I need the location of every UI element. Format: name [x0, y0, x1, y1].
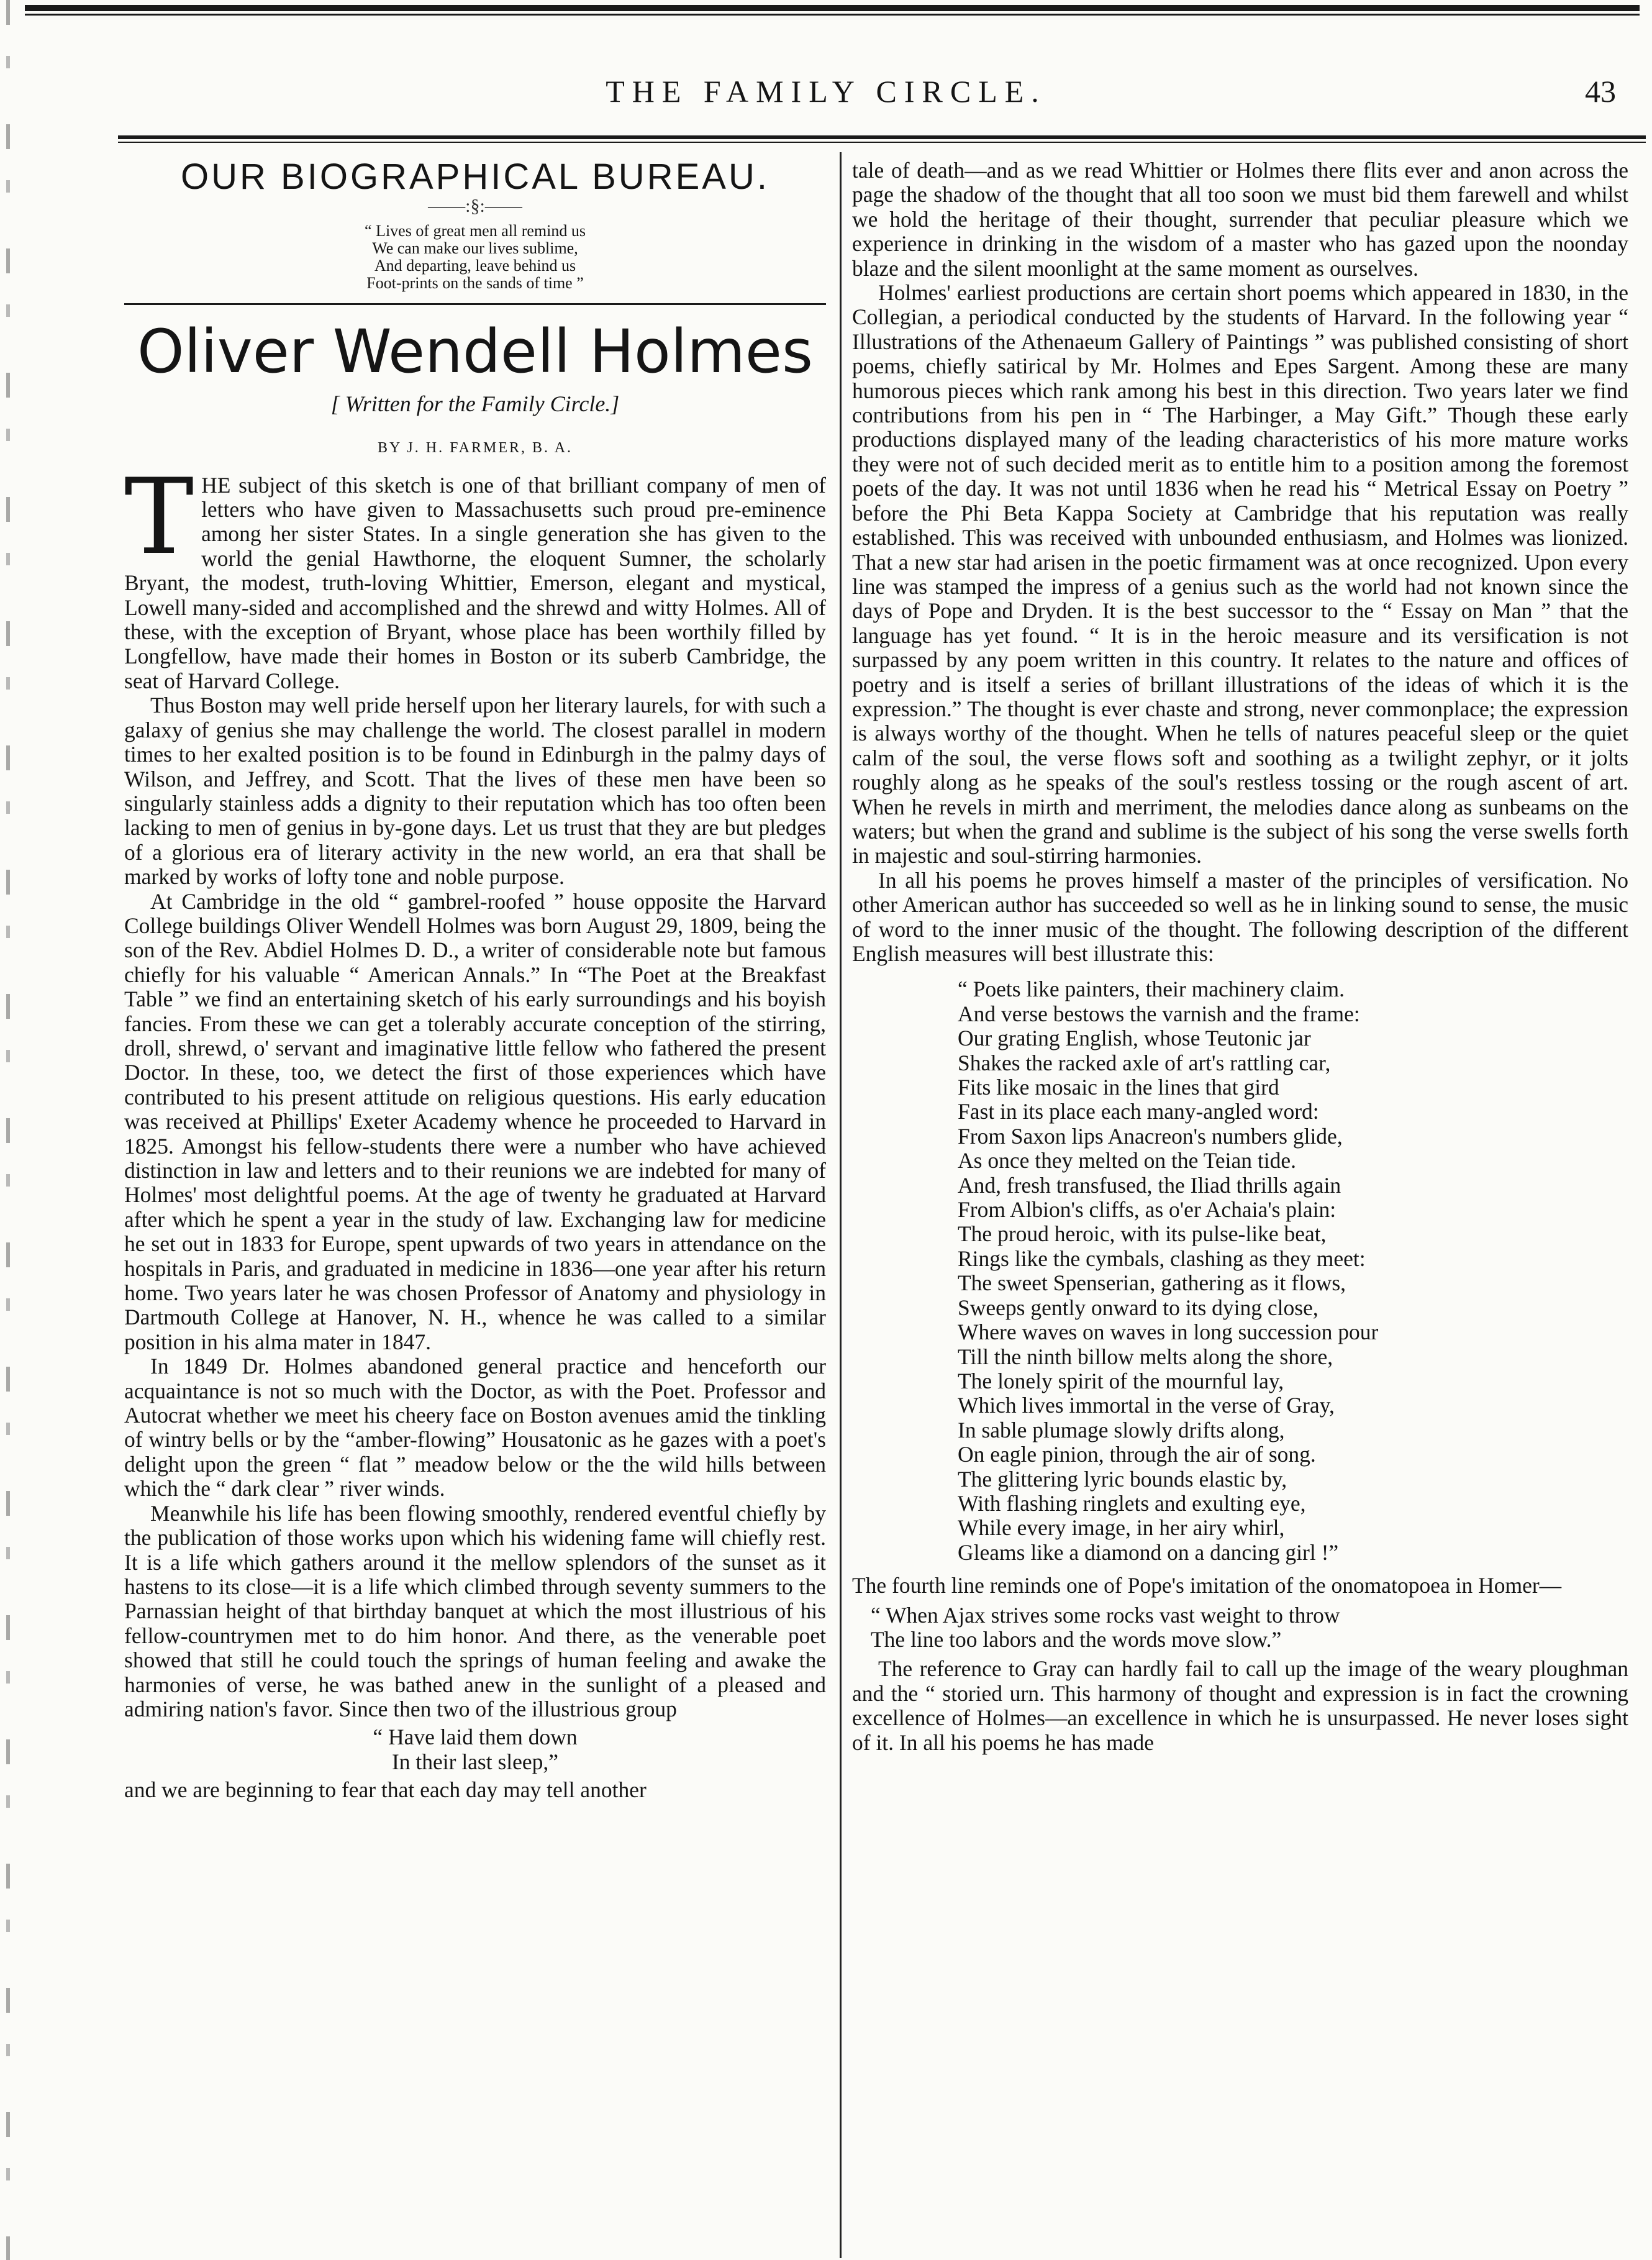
quote-line: The line too labors and the words move slow.” — [871, 1626, 1282, 1652]
paragraph: The fourth line reminds one of Pope's imitation of the onomatopoea in Homer— — [852, 1573, 1562, 1598]
header-rule — [118, 135, 1646, 139]
motto-line: And departing, leave behind us — [374, 256, 576, 275]
poem-line: In sable plumage slowly drifts along, — [958, 1417, 1285, 1442]
top-border-rule — [25, 5, 1640, 11]
paragraph: Holmes' earliest productions are certain short poems which appeared in 1830, in the Collegian, a periodical conducted by the students of Harvard. In the following year “ Illustrations of the Athenaeum Gallery of Paintings ” was published consisting of short poems, chiefly satirical by Mr. Holmes and Epes Sargent. Among these are many humorous pieces which rank among his best in this direction. Two years later we find contributions from his pen in “ The Harbinger, a May Gift.” Though these early productions displayed many of the leading characteristics of his more mature works they were not of such decided merit as to entitle him to a position among the foremost poets of the day. It was not until 1836 when he read his “ Metrical Essay on Poetry ” before the Phi Beta Kappa Society at Cambridge that his reputation was really established. This was received with unbounded enthusiasm, and Holmes was lionized. That a new star had arisen in the poetic firmament was at once recognized. Upon every line was stamped the impress of a genius such as the world had not known since the days of Pope and Dryden. It is the best successor to the “ Essay on Man ” that the language has yet found. “ It is in the heroic measure and its versification is not surpassed by any poem written in this country. It relates to the nature and offices of poetry and is itself a series of brillant illustrations of the ideas of which it is the expression.” The thought is ever chaste and strong, never commonplace; the expression is always worthy of the thought. When he tells of natures peaceful sleep or the quiet calm of the soul, the verse flows soft and soothing as a twilight zephyr, or it jolts roughly along as he speaks of the soul's restless tossing or the rough ascent of art. When he revels in mirth and merriment, the melodies dance along as sunbeams on the waters; but when the grand and sublime is the subject of his song the verse swells forth in majestic and soul-stirring harmonies. — [852, 280, 1628, 868]
motto-line: We can make our lives sublime, — [372, 239, 578, 257]
poem-line: The glittering lyric bounds elastic by, — [958, 1466, 1287, 1492]
motto-line: Foot-prints on the sands of time ” — [366, 273, 584, 292]
article-subtitle: [ Written for the Family Circle.] — [330, 391, 620, 416]
poem-line: And verse bestows the varnish and the frame: — [958, 1001, 1360, 1026]
poem-line: As once they melted on the Teian tide. — [958, 1148, 1296, 1173]
right-column — [852, 158, 1628, 1755]
paragraph-text: HE subject of this sketch is one of that brilliant company of men of letters who have given to Massachusetts such proud pre-eminence among her sister States. In a single generation she has given to the world the genial Hawthorne, the eloquent Sumner, the scholarly Bryant, the modest, truth-loving Whittier, Emerson, elegant and mystical, Lowell many-sided and accomplished and the shrewd and witty Holmes. All of these, with the exception of Bryant, whose place has been worthily filled by Longfellow, have made their homes in Boston or its suberb Cambridge, the seat of Harvard College. — [124, 472, 826, 693]
title-rule — [124, 303, 826, 305]
verse-quote — [124, 1725, 826, 1774]
poem-line: Which lives immortal in the verse of Gray, — [958, 1393, 1335, 1418]
poem-line: From Saxon lips Anacreon's numbers glide, — [958, 1123, 1343, 1149]
paragraph: At Cambridge in the old “ gambrel-roofed ” house opposite the Harvard College buildings Oliver Wendell Holmes was born August 29, 1809, being the son of the Rev. Abdiel Holmes D. D., a writer of considerable note but famous chiefly for his valuable “ American Annals.” In “The Poet at the Breakfast Table ” we find an entertaining sketch of his early surroundings and his boyish fancies. From these we can get a tolerably accurate conception of the stirring, droll, shrewd, o' servant and imaginative little fellow who fathered the present Doctor. In these, too, we detect the first of those experiences which have contributed to his present attitude on religious questions. His early education was received at Phillips' Exeter Academy whence he proceeded to Harvard in 1825. Amongst his fellow-students there were a number who have achieved distinction in law and letters and to their reunions we are indebted for many of Holmes' most delightful poems. At the age of twenty he graduated at Harvard after which he spent a year in the study of law. Exchanging law for medicine he set out in 1833 for Europe, spent upwards of two years in attendance on the hospitals in Paris, and graduated in medicine in 1836—one year after his return home. Two years later he was chosen Professor of Anatomy and physiology in Dartmouth College at Hanover, N. H., whence he was called to a similar position in his alma mater in 1847. — [124, 888, 826, 1354]
poem-line: Rings like the cymbals, clashing as they meet: — [958, 1246, 1366, 1271]
running-head: THE FAMILY CIRCLE. — [606, 74, 1046, 109]
left-column — [124, 158, 826, 1803]
paragraph: In all his poems he proves himself a master of the principles of versification. No other American author has succeeded so well as he in linking sound to sense, the music of word to the inner music of the thought. The following description of the different English measures will best illustrate this: — [852, 867, 1628, 966]
verse-line: In their last sleep,” — [391, 1749, 559, 1774]
motto-line: “ Lives of great men all remind us — [365, 221, 586, 240]
header-rule-thin — [118, 142, 1646, 143]
poem-line: The lonely spirit of the mournful lay, — [958, 1368, 1284, 1393]
section-ornament: ——:§:—— — [428, 196, 522, 217]
poem-line: Where waves on waves in long succession pour — [958, 1319, 1379, 1345]
drop-cap: T — [124, 455, 194, 578]
paragraph: Meanwhile his life has been flowing smoothly, rendered eventful chiefly by the publication of those works upon which his widening fame will chiefly rest. It is a life which gathers around it the mellow splendors of the sunset as it hastens to its close—it is a life which climbed through seventy summers to the Parnassian height of that birthday banquet at which the most illustrious of his fellow-countrymen met to do him honor. And there, as the venerable poet showed that still he could touch the springs of human feeling and awake the harmonies of verse, he was bathed anew in the sunlight of a pleased and admiring nation's favor. Since then two of the illustrious group — [124, 1500, 826, 1721]
top-border-rule-thin — [25, 14, 1640, 16]
article-title: Oliver Wendell Holmes — [137, 316, 813, 386]
poem-line: Shakes the racked axle of art's rattling car, — [958, 1050, 1331, 1075]
paragraph: and we are beginning to fear that each day may tell another — [124, 1777, 647, 1803]
column-divider — [840, 152, 842, 2258]
paragraph: In 1849 Dr. Holmes abandoned general practice and henceforth our acquaintance is not so much with the Doctor, as with the Poet. Professor and Autocrat whether we meet his cheery face on Boston avenues amid the tinkling of wintry bells or by the “amber-flowing” Housatonic as he gazes with a poet's delight upon the green “ flat ” meadow below or the the wild hills between which the “ dark clear ” river winds. — [124, 1354, 826, 1501]
verse-line: “ Have laid them down — [373, 1725, 578, 1750]
paragraph: The reference to Gray can hardly fail to call up the image of the weary ploughman and the “ storied urn. This harmony of thought and expression is in fact the crowning excellence of Holmes—an excellence in which he is unsurpassed. He never loses sight of it. In all his poems he has made — [852, 1656, 1628, 1755]
poem-line: And, fresh transfused, the Iliad thrills again — [958, 1172, 1341, 1198]
paragraph: tale of death—and as we read Whittier or Holmes there flits ever and anon across the page the shadow of the thought that all too soon we must bid them farewell and whilst we hold the heritage of their thought, surrender that peculiar pleasure which we experience in drinking in the wisdom of a master who has gazed upon the noonday blaze and the silent moonlight at the same moment as ourselves. — [852, 158, 1628, 281]
paragraph — [124, 455, 826, 694]
poem-line: Our grating English, whose Teutonic jar — [958, 1026, 1311, 1051]
page-number: 43 — [1585, 74, 1616, 109]
section-title: OUR BIOGRAPHICAL BUREAU. — [181, 157, 769, 197]
poem-line: With flashing ringlets and exulting eye, — [958, 1490, 1306, 1516]
poem-line: Gleams like a diamond on a dancing girl !” — [958, 1539, 1339, 1565]
section-motto — [124, 222, 826, 292]
poem-line: While every image, in her airy whirl, — [958, 1515, 1285, 1541]
poem-line: The proud heroic, with its pulse-like beat, — [958, 1221, 1327, 1247]
poem-line: Fits like mosaic in the lines that gird — [958, 1075, 1279, 1100]
poem-line: Sweeps gently onward to its dying close, — [958, 1295, 1318, 1320]
article-byline: BY J. H. FARMER, B. A. — [377, 440, 573, 457]
poem-line: From Albion's cliffs, as o'er Achaia's plain: — [958, 1197, 1337, 1223]
poem-line: “ Poets like painters, their machinery claim. — [958, 977, 1345, 1002]
page-edge-shadow — [6, 0, 10, 2260]
poem-line: The sweet Spenserian, gathering as it flows, — [958, 1270, 1346, 1296]
poem-excerpt — [852, 977, 1628, 1565]
poem-line: Fast in its place each many-angled word: — [958, 1099, 1319, 1124]
paragraph: Thus Boston may well pride herself upon her literary laurels, for with such a galaxy of genius she may challenge the world. The closest parallel in modern times to her exalted position is to be found in Edinburgh in the palmy days of Wilson, and Jeffrey, and Scott. That the lives of these men have been so singularly stainless adds a dignity to their reputation which has too often been lacking to men of genius in by-gone days. Let us trust that they are but pledges of a glorious era of literary activity in the new world, an era that shall be marked by works of lofty tone and noble purpose. — [124, 693, 826, 890]
quote-line: “ When Ajax strives some rocks vast weight to throw — [871, 1602, 1340, 1628]
homer-quote — [852, 1603, 1628, 1652]
poem-line: Till the ninth billow melts along the shore, — [958, 1344, 1333, 1369]
poem-line: On eagle pinion, through the air of song. — [958, 1442, 1316, 1467]
